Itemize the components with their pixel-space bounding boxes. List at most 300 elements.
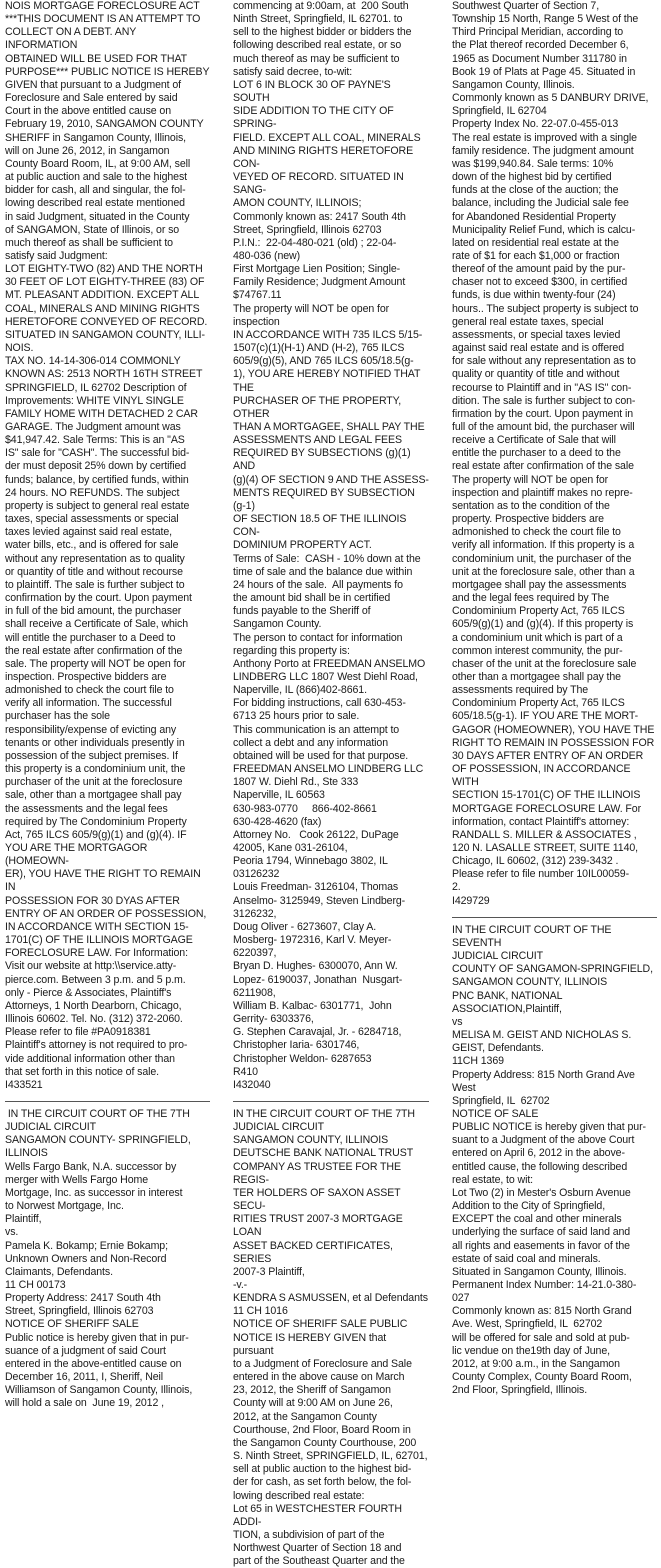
notice-line: much thereof as may be sufficient to xyxy=(233,52,400,65)
notice-line: GEIST, Defendants. xyxy=(452,1042,544,1055)
notice-line: 24 hours. NO REFUNDS. The subject xyxy=(5,486,180,499)
notice-line: merger with Wells Fargo Home xyxy=(5,1173,149,1186)
notice-line: entered on April 6, 2012 in the above- xyxy=(452,1147,625,1160)
notice-divider xyxy=(452,917,657,918)
notice-line: The person to contact for information xyxy=(233,631,403,644)
notice-line: 42005, Kane 031-26104, xyxy=(233,842,348,854)
notice-geist-sale xyxy=(452,924,657,1398)
notice-line: property is subject to general real estate xyxy=(5,499,190,512)
notice-line: 11 CH 00173 xyxy=(5,1279,66,1291)
notice-line: West xyxy=(452,1081,476,1094)
notice-line: commencing at 9:00am, at 200 South xyxy=(233,0,409,12)
notice-line: vs. xyxy=(5,1226,19,1239)
notice-line: the Sangamon County Courthouse, 200 xyxy=(233,1436,417,1449)
notice-line: TION, a subdivision of part of the xyxy=(233,1528,385,1541)
notice-line: for sale without any representation as to xyxy=(452,355,636,368)
notice-line: ILLINOIS xyxy=(5,1147,48,1160)
notice-line: DOMINIUM PROPERTY ACT. xyxy=(233,539,372,552)
notice-line: Public notice is hereby given that in pur- xyxy=(5,1331,189,1344)
notice-line: SECTION 15-1701(C) OF THE ILLINOIS xyxy=(452,789,641,802)
notice-line: MENTS REQUIRED BY SUBSECTION (g-1) xyxy=(233,486,418,512)
notice-line: (g)(4) OF SECTION 9 AND THE ASSESS- xyxy=(233,473,429,486)
notice-line: funds; balance, by certified funds, within xyxy=(5,473,189,486)
notice-line: KENDRA S ASMUSSEN, et al Defendants xyxy=(233,1292,428,1305)
notice-line: SANGAMON COUNTY, ILLINOIS xyxy=(233,1134,389,1147)
notice-line: bidder for cash, all and singular, the fol- xyxy=(5,184,186,197)
notice-line: estate of said coal and minerals. xyxy=(452,1252,601,1265)
notice-line: EXCEPT the coal and other minerals xyxy=(452,1213,622,1226)
notice-line: inspection xyxy=(233,315,280,328)
notice-line: IS" sale for "CASH". The successful bid- xyxy=(5,447,190,460)
notice-line: Attorneys, 1 North Dearborn, Chicago, xyxy=(5,999,182,1012)
notice-line: SANGAMON COUNTY- SPRINGFIELD, xyxy=(5,1134,191,1147)
notice-line: sale, other than a mortgagee shall pay xyxy=(5,789,182,802)
notice-line: Visit our website at http:\\service.atty- xyxy=(5,960,177,973)
notice-line: Northwest Quarter of Section 18 and xyxy=(233,1542,402,1555)
notice-line: MELISA M. GEIST AND NICHOLAS S. xyxy=(452,1029,632,1042)
notice-line: $41,947.42. Sale Terms: This is an "AS xyxy=(5,434,185,447)
notice-line: Third Principal Meridian, according to xyxy=(452,26,624,39)
notice-line: NOIS. xyxy=(5,342,34,355)
notice-line: collect a debt and any information xyxy=(233,736,389,749)
notice-line: 6220397, xyxy=(233,947,277,960)
notice-line: sale. The property will NOT be open for xyxy=(5,657,186,670)
notice-line: ASSET BACKED CERTIFICATES, SERIES xyxy=(233,1239,396,1265)
notice-line: Ninth Street, Springfield, IL 62701. to xyxy=(233,13,403,26)
notice-line: Anselmo- 3125949, Steven Lindberg- xyxy=(233,894,406,907)
notice-line: shall receive a Certificate of Sale, which xyxy=(5,618,189,631)
notice-line: of SANGAMON, State of Illinois, or so xyxy=(5,223,180,236)
notice-line: 11CH 1369 xyxy=(452,1055,504,1068)
notice-line: 630-428-4620 (fax) xyxy=(233,815,322,828)
notice-line: 30 FEET OF LOT EIGHTY-THREE (83) OF xyxy=(5,276,205,289)
notice-line: COMPANY AS TRUSTEE FOR THE REGIS- xyxy=(233,1160,404,1186)
notice-line: 605/18.5(g-1). IF YOU ARE THE MORT- xyxy=(452,710,639,723)
notice-line: Commonly known as: 2417 South 4th xyxy=(233,210,406,223)
notice-line: Mortgage, Inc. as successor in interest xyxy=(5,1186,183,1199)
notice-line: inspection. Prospective bidders are xyxy=(5,670,167,683)
notice-line: IN THE CIRCUIT COURT OF THE SEVENTH xyxy=(452,923,615,949)
notice-line: IN ACCORDANCE WITH SECTION 15- xyxy=(5,920,189,933)
notice-line: Family Residence; Judgment Amount xyxy=(233,276,406,289)
notice-line: was $199,940.84. Sale terms: 10% xyxy=(452,157,614,170)
notice-line: PURPOSE*** PUBLIC NOTICE IS HEREBY xyxy=(5,65,210,78)
notice-line: admonished to check the court file to xyxy=(452,526,621,539)
notice-line: AND MINING RIGHTS HERETOFORE CON- xyxy=(233,144,416,170)
notice-line: part of the Southeast Quarter and the xyxy=(233,1555,405,1568)
notice-line: 23, 2012, the Sheriff of Sangamon xyxy=(233,1384,391,1397)
notice-line: TER HOLDERS OF SAXON ASSET SECU- xyxy=(233,1186,404,1213)
notice-line: Christopher Iaria- 6301746, xyxy=(233,1039,360,1052)
notice-line: FORECLOSURE LAW. For Information: xyxy=(5,947,188,960)
notice-line: to Norwest Mortgage, Inc. xyxy=(5,1200,124,1213)
notice-line: Court in the above entitled cause on xyxy=(5,105,172,118)
notice-line: REQUIRED BY SUBSECTIONS (g)(1) AND xyxy=(233,447,413,473)
notice-line: general real estate taxes, special xyxy=(452,315,604,328)
notice-line: Courthouse, 2nd Floor, Board Room in xyxy=(233,1423,411,1436)
notice-line: PUBLIC NOTICE is hereby given that pur- xyxy=(452,1121,646,1134)
notice-line: tenants or other individuals presently in xyxy=(5,736,185,749)
notice-line: assessments required by The xyxy=(452,684,589,697)
notice-divider xyxy=(5,1101,210,1102)
notice-line: Naperville, IL 60563 xyxy=(233,789,325,802)
notice-line: The property will NOT be open for xyxy=(233,302,390,315)
notice-line: OF POSSESSION, IN ACCORDANCE WITH xyxy=(452,763,634,789)
notice-line: POSSESSION FOR 30 DYAS AFTER xyxy=(5,894,180,907)
notice-line: TAX NO. 14-14-306-014 COMMONLY xyxy=(5,355,181,368)
notice-line: full of the amount bid, the purchaser will xyxy=(452,421,635,433)
notice-line: IN THE CIRCUIT COURT OF THE 7TH xyxy=(233,1107,415,1120)
notice-line: I432040 xyxy=(233,1078,271,1091)
notice-line: P.I.N.: 22-04-480-021 (old) ; 22-04- xyxy=(233,236,397,249)
notice-line: suant to a Judgment of the above Court xyxy=(452,1134,635,1147)
notice-line: 11 CH 1016 xyxy=(233,1305,288,1318)
notice-line: Plaintiff, xyxy=(5,1213,42,1226)
notice-line: R410 xyxy=(233,1065,258,1078)
notice-line: Anthony Porto at FREEDMAN ANSELMO xyxy=(233,657,426,670)
notice-line: COAL, MINERALS AND MINING RIGHTS xyxy=(5,302,200,315)
notice-line: real estate after confirmation of the sale xyxy=(452,460,634,473)
notice-line: the amount bid shall be in certified xyxy=(233,592,391,605)
notice-line: County will at 9:00 AM on June 26, xyxy=(233,1397,393,1410)
notice-line: Municipality Relief Fund, which is calcu- xyxy=(452,223,636,236)
column-2 xyxy=(233,0,429,1568)
notice-line: family residence. The judgment amount xyxy=(452,144,634,157)
notice-line: lowing described real estate: xyxy=(233,1489,365,1502)
notice-line: common interest community, the pur- xyxy=(452,644,623,657)
notice-line: 605/9(g)(1) and (g)(4). If this property is xyxy=(452,618,634,631)
notice-line: sell to the highest bidder or bidders the xyxy=(233,26,412,39)
notice-line: COUNTY OF SANGAMON-SPRINGFIELD, xyxy=(452,963,653,976)
notice-line: in full of the bid amount, the purchaser xyxy=(5,605,182,618)
notice-line: LOT EIGHTY-TWO (82) AND THE NORTH xyxy=(5,263,203,276)
notice-line: will on June 26, 2012, in Sangamon xyxy=(5,144,170,157)
notice-line: Sangamon County. xyxy=(233,618,322,631)
notice-line: RITIES TRUST 2007-3 MORTGAGE LOAN xyxy=(233,1213,406,1239)
notice-line: dition. The sale is further subject to con- xyxy=(452,394,636,407)
notice-line: 1), YOU ARE HEREBY NOTIFIED THAT THE xyxy=(233,368,423,394)
notice-line: rate of $1 for each $1,000 or fraction xyxy=(452,249,620,262)
notice-line: Foreclosure and Sale entered by said xyxy=(5,92,178,105)
notice-line: Springfield, IL 62704 xyxy=(452,105,547,118)
notice-line: Wells Fargo Bank, N.A. successor by xyxy=(5,1160,177,1173)
notice-line: Ave. West, Springfield, IL 62702 xyxy=(452,1318,603,1331)
notice-line: purchaser has the sole xyxy=(5,710,110,723)
notice-line: NOTICE OF SHERIFF SALE xyxy=(5,1318,139,1331)
notice-line: Attorney No. Cook 26122, DuPage xyxy=(233,828,399,841)
notice-line: water bills, etc., and is offered for sale xyxy=(5,539,179,552)
notice-line: Bryan D. Hughes- 6300070, Ann W. xyxy=(233,960,398,973)
notice-line: Permanent Index Number: 14-21.0-380- xyxy=(452,1279,637,1291)
notice-line: NOTICE IS HEREBY GIVEN that pursuant xyxy=(233,1331,389,1357)
notice-line: RANDALL S. MILLER & ASSOCIATES , xyxy=(452,828,637,841)
notice-line: SPRINGFIELD, IL 62702 Description of xyxy=(5,381,187,394)
notice-line: Act, 765 ILCS 605/9(g)(1) and (g)(4). IF xyxy=(5,828,187,841)
notice-line: ASSOCIATION,Plaintiff, xyxy=(452,1002,562,1015)
notice-line: quality or quantity of title and without xyxy=(452,368,620,381)
notice-line: required by The Condominium Property xyxy=(5,815,187,828)
notice-line: 6713 25 hours prior to sale. xyxy=(233,710,360,723)
notice-line: other than a mortgagee shall pay the xyxy=(452,670,621,683)
notice-line: verify all information. If this property is a xyxy=(452,539,635,552)
notice-line: much thereof as shall be sufficient to xyxy=(5,236,173,249)
notice-bokamp-sheriff-sale xyxy=(5,1108,210,1411)
notice-line: FREEDMAN ANSELMO LINDBERG LLC xyxy=(233,763,424,776)
notice-line: Street, Springfield, Illinois 62703 xyxy=(233,223,382,236)
notice-line: County Complex, County Board Room, xyxy=(452,1371,632,1384)
notice-line: entitled cause, the following described xyxy=(452,1160,628,1173)
notice-line: PNC BANK, NATIONAL xyxy=(452,989,563,1002)
notice-line: entered in the above cause on March xyxy=(233,1371,405,1384)
notice-line: admonished to check the court file to xyxy=(5,684,174,697)
notice-line: Township 15 North, Range 5 West of the xyxy=(452,13,639,26)
notice-line: 120 N. LASALLE STREET, SUITE 1140, xyxy=(452,842,639,854)
notice-line: 24 hours of the sale. All payments fo xyxy=(233,578,403,591)
notice-line: chaser of the unit at the foreclosure sale xyxy=(452,657,637,670)
notice-line: 027 xyxy=(452,1292,470,1305)
notice-line: Lopez- 6190037, Jonathan Nusgart- xyxy=(233,973,403,986)
notice-line: LOT 6 IN BLOCK 30 OF PAYNE'S SOUTH xyxy=(233,78,394,105)
notice-line: hours.. The subject property is subject to xyxy=(452,302,639,315)
notice-line: Williamson of Sangamon County, Illinois, xyxy=(5,1384,193,1397)
notice-line: SIDE ADDITION TO THE CITY OF SPRING- xyxy=(233,105,397,131)
notice-line: MORTGAGE FORECLOSURE LAW. For xyxy=(452,802,641,815)
notice-line: County Board Room, IL, at 9:00 AM, sell xyxy=(5,157,191,170)
notice-line: Mosberg- 1972316, Karl V. Meyer- xyxy=(233,934,392,947)
notice-line: December 16, 2011, I, Sheriff, Neil xyxy=(5,1371,164,1384)
notice-line: GIVEN that pursuant to a Judgment of xyxy=(5,78,182,91)
notice-line: information, contact Plaintiff's attorney: xyxy=(452,815,630,828)
notice-line: Louis Freedman- 3126104, Thomas xyxy=(233,881,399,894)
notice-line: pierce.com. Between 3 p.m. and 5 p.m. xyxy=(5,973,186,986)
notice-line: 2012, at the Sangamon County xyxy=(233,1410,377,1423)
notice-line: Lot 65 in WESTCHESTER FOURTH ADDI- xyxy=(233,1502,405,1528)
notice-line: confirmation by the court. Upon payment xyxy=(5,592,192,605)
notice-line: COLLECT ON A DEBT. ANY INFORMATION xyxy=(5,26,139,52)
notice-line: vide additional information other than xyxy=(5,1052,175,1065)
notice-line: Addition to the City of Springfield, xyxy=(452,1200,606,1213)
notice-line: KNOWN AS: 2513 NORTH 16TH STREET xyxy=(5,368,203,381)
notice-line: will be offered for sale and sold at pub- xyxy=(452,1331,630,1344)
notice-line: Please refer to file number 10IL00059- xyxy=(452,868,629,881)
notice-line: real estate, to wit: xyxy=(452,1173,534,1186)
notice-line: 1701(C) OF THE ILLINOIS MORTGAGE xyxy=(5,934,193,947)
notice-line: I433521 xyxy=(5,1078,43,1091)
notice-line: property. Prospective bidders are xyxy=(452,513,604,526)
notice-line: -v.- xyxy=(233,1279,248,1291)
notice-line: ER), YOU HAVE THE RIGHT TO REMAIN IN xyxy=(5,868,204,894)
notice-line: Improvements: WHITE VINYL SINGLE xyxy=(5,394,184,407)
notice-line: Gerrity- 6303376, xyxy=(233,1013,314,1026)
notice-line: 1965 as Document Number 311780 in xyxy=(452,52,627,65)
notice-line: First Mortgage Lien Position; Single- xyxy=(233,263,401,276)
notice-line: a condominium unit which is part of a xyxy=(452,631,623,644)
notice-line: DEUTSCHE BANK NATIONAL TRUST xyxy=(233,1147,414,1160)
notice-line: S. Ninth Street, SPRINGFIELD, IL, 62701, xyxy=(233,1450,428,1463)
notice-line: sell at public auction to the highest bid- xyxy=(233,1463,412,1476)
notice-line: FIELD. EXCEPT ALL COAL, MINERALS xyxy=(233,131,421,144)
notice-line: JUDICIAL CIRCUIT xyxy=(5,1121,97,1134)
notice-line: 605/9(g)(5), AND 765 ILCS 605/18.5(g- xyxy=(233,355,414,368)
notice-line: SITUATED IN SANGAMON COUNTY, ILLI- xyxy=(5,328,205,341)
notice-line: Chicago, IL 60602, (312) 239-3432 . xyxy=(452,855,619,868)
notice-line: will entitle the purchaser to a Deed to xyxy=(5,631,176,644)
notice-line: Commonly known as: 815 North Grand xyxy=(452,1305,632,1318)
notice-line: entered in the above-entitled cause on xyxy=(5,1357,182,1370)
notice-line: will hold a sale on June 19, 2012 , xyxy=(5,1397,164,1410)
notice-line: funds payable to the Sheriff of xyxy=(233,605,371,618)
notice-line: for Abandoned Residential Property xyxy=(452,210,616,223)
notice-line: chaser not to exceed $300, in certified xyxy=(452,276,628,289)
notice-line: purchaser of the unit at the foreclosure xyxy=(5,776,183,789)
notice-line: Doug Oliver - 6273607, Clay A. xyxy=(233,920,377,933)
notice-line: Street, Springfield, Illinois 62703 xyxy=(5,1305,154,1318)
notice-line: RIGHT TO REMAIN IN POSSESSION FOR xyxy=(452,736,655,749)
notice-line: I429729 xyxy=(452,894,490,907)
notice-line: Illinois 60602. Tel. No. (312) 372-2060. xyxy=(5,1013,183,1026)
notice-line: the assessments and the legal fees xyxy=(5,802,168,815)
notice-line: responsibility/expense of evicting any xyxy=(5,723,177,736)
notice-line: MT. PLEASANT ADDITION. EXCEPT ALL xyxy=(5,289,200,302)
notice-line: JUDICIAL CIRCUIT xyxy=(233,1121,325,1134)
notice-line: Claimants, Defendants. xyxy=(5,1265,113,1278)
notice-line: Christopher Weldon- 6287653 xyxy=(233,1052,372,1065)
notice-line: SHERIFF in Sangamon County, Illinois, xyxy=(5,131,186,144)
column-3 xyxy=(452,0,657,1521)
notice-line: in said Judgment, situated in the County xyxy=(5,210,190,223)
notice-line: Property Index No. 22-07.0-455-013 xyxy=(452,118,619,131)
notice-line: $74767.11 xyxy=(233,289,282,302)
notice-line: or quantity of title and without recourse xyxy=(5,565,183,578)
notice-line: VEYED OF RECORD. SITUATED IN SANG- xyxy=(233,171,407,197)
notice-line: Sangamon County, Illinois. xyxy=(452,78,575,91)
notice-line: der must deposit 25% down by certified xyxy=(5,460,187,473)
notice-line: mortgagee shall pay the assessments xyxy=(452,578,627,591)
notice-line: inspection and plaintiff makes no repre- xyxy=(452,486,633,499)
notice-line: PURCHASER OF THE PROPERTY, OTHER xyxy=(233,394,404,420)
notice-line: Unknown Owners and Non-Record xyxy=(5,1252,167,1265)
notice-i433521 xyxy=(5,0,210,1092)
notice-line: ASSESSMENTS AND LEGAL FEES xyxy=(233,434,402,447)
notice-i429729 xyxy=(452,0,657,908)
column-1 xyxy=(5,0,210,1521)
notice-line: funds at the close of the auction; the xyxy=(452,184,619,197)
notice-line: Peoria 1794, Winnebago 3802, IL xyxy=(233,855,388,868)
notice-line: YOU ARE THE MORTGAGOR (HOMEOWN- xyxy=(5,842,151,868)
notice-line: thereof of the amount paid by the pur- xyxy=(452,263,626,276)
notice-line: 03126232 xyxy=(233,868,280,881)
notice-line: JUDICIAL CIRCUIT xyxy=(452,950,544,963)
notice-line: taxes levied against said real estate, xyxy=(5,526,172,539)
notice-line: SANGAMON COUNTY, ILLINOIS xyxy=(452,976,608,989)
notice-divider xyxy=(233,1101,429,1102)
notice-line: entitle the purchaser to a deed to the xyxy=(452,447,621,460)
notice-line: 1807 W. Diehl Rd., Ste 333 xyxy=(233,776,359,789)
notice-line: NOTICE OF SALE xyxy=(452,1107,539,1120)
notice-line: OBTAINED WILL BE USED FOR THAT xyxy=(5,52,188,65)
notice-line: For bidding instructions, call 630-453- xyxy=(233,697,406,710)
notice-line: vs xyxy=(452,1015,463,1028)
notice-line: Springfield, IL 62702 xyxy=(452,1094,550,1107)
notice-line: down of the highest bid by certified xyxy=(452,171,612,184)
notice-line: Book 19 of Plats at Page 45. Situated in xyxy=(452,65,636,78)
notice-line: that set forth in this notice of sale. xyxy=(5,1065,160,1078)
notice-asmussen-sheriff-sale xyxy=(233,1108,429,1568)
notice-line: Property Address: 815 North Grand Ave xyxy=(452,1068,635,1081)
notice-line: receive a Certificate of Sale that will xyxy=(452,434,616,447)
notice-line: 630-983-0770 866-402-8661 xyxy=(233,802,377,815)
notice-line: to plaintiff. The sale is further subject to xyxy=(5,578,185,591)
notice-line: lowing described real estate mentioned xyxy=(5,197,185,210)
notice-line: lated on residential real estate at the xyxy=(452,236,619,249)
notice-line: HERETOFORE CONVEYED OF RECORD. xyxy=(5,315,208,328)
notice-line: taxes, special assessments or special xyxy=(5,513,179,526)
notice-line: LINDBERG LLC 1807 West Diehl Road, xyxy=(233,670,418,683)
notice-line: NOIS MORTGAGE FORECLOSURE ACT xyxy=(5,0,200,12)
notice-line: regarding this property is: xyxy=(233,644,350,657)
notice-line: GAGOR (HOMEOWNER), YOU HAVE THE xyxy=(452,723,655,736)
notice-line: at public auction and sale to the highest xyxy=(5,171,188,184)
notice-line: all rights and easements in favor of the xyxy=(452,1239,630,1252)
notice-line: Naperville, IL (866)402-8661. xyxy=(233,684,367,697)
notice-line: possession of the subject premises. If xyxy=(5,749,178,762)
notice-line: AMON COUNTY, ILLINOIS; xyxy=(233,197,362,210)
notice-line: 30 DAYS AFTER ENTRY OF AN ORDER xyxy=(452,749,644,762)
notice-i432040 xyxy=(233,0,429,1092)
notice-line: 2nd Floor, Springfield, Illinois. xyxy=(452,1384,588,1397)
notice-line: ***THIS DOCUMENT IS AN ATTEMPT TO xyxy=(5,13,201,26)
notice-line: Terms of Sale: CASH - 10% down at the xyxy=(233,552,421,565)
notice-line: der for cash, as set forth below, the fol- xyxy=(233,1476,412,1489)
notice-line: Lot Two (2) in Mester's Osburn Avenue xyxy=(452,1186,631,1199)
notice-line: satisfy said decree, to-wit: xyxy=(233,65,353,78)
notice-line: OF SECTION 18.5 OF THE ILLINOIS CON- xyxy=(233,513,410,539)
notice-line: the Plat thereof recorded December 6, xyxy=(452,39,629,52)
notice-line: NOTICE OF SHERIFF SALE PUBLIC xyxy=(233,1318,408,1331)
notice-line: time of sale and the balance due within xyxy=(233,565,413,578)
notice-line: funds, is due within twenty-four (24) xyxy=(452,289,616,302)
notice-line: the real estate after confirmation of the xyxy=(5,644,183,657)
notice-line: IN ACCORDANCE WITH 735 ILCS 5/15- xyxy=(233,328,423,341)
notice-line: and the legal fees required by The xyxy=(452,592,610,605)
notice-line: condominium unit, the purchaser of the xyxy=(452,552,632,565)
notice-line: verify all information. The successful xyxy=(5,697,172,710)
notice-line: G. Stephen Caravajal, Jr. - 6284718, xyxy=(233,1026,402,1039)
notice-line: Plaintiff's attorney is not required to pro- xyxy=(5,1039,188,1052)
notice-line: unit at the foreclosure sale, other than a xyxy=(452,565,635,578)
notice-line: February 19, 2010, SANGAMON COUNTY xyxy=(5,118,204,131)
notice-line: this property is a condominium unit, the xyxy=(5,763,186,776)
notice-line: recourse to Plaintiff and in "AS IS" con- xyxy=(452,381,632,394)
notice-line: Pamela K. Bokamp; Ernie Bokamp; xyxy=(5,1239,168,1252)
notice-line: Commonly known as 5 DANBURY DRIVE, xyxy=(452,92,649,105)
notice-line: Situated in Sangamon County, Illinois. xyxy=(452,1265,627,1278)
notice-line: 6211908, xyxy=(233,986,276,999)
notice-line: suance of a judgment of said Court xyxy=(5,1344,166,1357)
notice-line: The real estate is improved with a single xyxy=(452,131,637,144)
notice-line: assessments, or special taxes levied xyxy=(452,328,621,341)
notice-line: against said real estate and is offered xyxy=(452,342,624,355)
notice-line: Southwest Quarter of Section 7, xyxy=(452,0,600,12)
notice-line: satisfy said Judgment: xyxy=(5,249,108,262)
notice-line: 480-036 (new) xyxy=(233,249,301,262)
notice-line: 1507(c)(1)(H-1) AND (H-2), 765 ILCS xyxy=(233,342,405,355)
notice-line: IN THE CIRCUIT COURT OF THE 7TH xyxy=(5,1107,190,1120)
notice-line: only - Pierce & Associates, Plaintiff's xyxy=(5,986,172,999)
notice-line: underlying the surface of said land and xyxy=(452,1226,631,1239)
notice-line: Condominium Property Act, 765 ILCS xyxy=(452,605,625,618)
notice-line: GARAGE. The Judgment amount was xyxy=(5,421,181,433)
